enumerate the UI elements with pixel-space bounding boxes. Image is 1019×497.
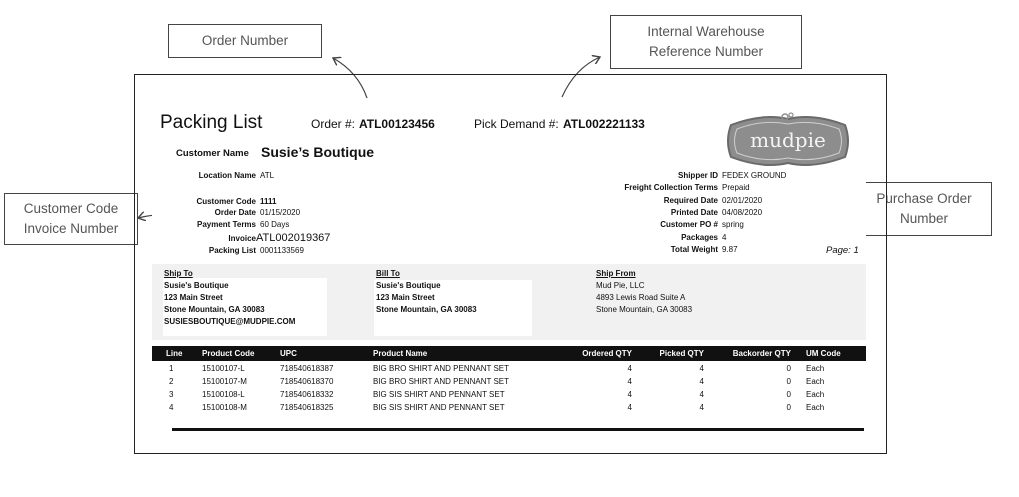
col-upc: UPC [280, 349, 297, 358]
customer-name-label: Customer Name [176, 148, 249, 159]
field-printed-date: Printed Date 04/08/2020 [670, 208, 763, 217]
callout-internal-reference-text: Internal Warehouse Reference Number [647, 24, 765, 59]
col-backorder-qty: Backorder QTY [732, 349, 791, 358]
callout-order-number-text: Order Number [201, 33, 289, 48]
field-customer-po: Customer PO # spring [660, 220, 744, 229]
field-freight-terms: Freight Collection Terms Prepaid [624, 183, 750, 192]
field-payment-terms: Payment Terms 60 Days [197, 220, 290, 229]
pick-demand-value: ATL002221133 [563, 117, 645, 131]
ship-to-block: Ship To Susie's Boutique 123 Main Street Stone Mountain, GA 30083 SUSIESBOUTIQUE@MUDPIE.COM [164, 269, 296, 326]
col-um-code: UM Code [806, 349, 841, 358]
page-number: Page: 1 [826, 245, 859, 256]
bill-to-block: Bill To Susie's Boutique 123 Main Street Stone Mountain, GA 30083 [376, 269, 477, 314]
mudpie-logo [723, 111, 853, 176]
ship-to-heading: Ship To [164, 269, 193, 278]
field-shipper-id: Shipper ID FEDEX GROUND [677, 171, 787, 180]
pick-demand-label: Pick Demand #: [474, 117, 559, 131]
table-row: 4 15100108-M 718540618325 BIG SIS SHIRT AND PENNANT SET 4 4 0 Each [169, 403, 825, 412]
svg-text:mudpie: mudpie [750, 128, 826, 152]
field-packages: Packages 4 [681, 233, 727, 242]
col-line: Line [166, 349, 183, 358]
table-row: 3 15100108-L 718540618332 BIG SIS SHIRT AND PENNANT SET 4 4 0 Each [169, 390, 825, 399]
customer-name-value: Susie’s Boutique [261, 144, 375, 160]
field-invoice: InvoiceATL002019367 [228, 232, 331, 244]
bill-to-heading: Bill To [376, 269, 400, 278]
col-ordered-qty: Ordered QTY [582, 349, 632, 358]
field-packing-list: Packing List 0001133569 [208, 246, 304, 255]
field-order-date: Order Date 01/15/2020 [214, 208, 301, 217]
order-number-label: Order #: [311, 117, 356, 131]
field-customer-code: Customer Code 1111 [196, 197, 277, 206]
col-product-name: Product Name [373, 349, 428, 358]
ship-from-block: Ship From Mud Pie, LLC 4893 Lewis Road Suite A Stone Mountain, GA 30083 [596, 269, 693, 314]
table-row: 2 15100107-M 718540618370 BIG BRO SHIRT AND PENNANT SET 4 4 0 Each [169, 377, 825, 386]
document-title: Packing List [160, 112, 263, 133]
table-row: 1 15100107-L 718540618387 BIG BRO SHIRT AND PENNANT SET 4 4 0 Each [169, 364, 825, 373]
col-picked-qty: Picked QTY [659, 349, 704, 358]
table-bottom-rule [172, 428, 864, 431]
ship-from-heading: Ship From [596, 269, 636, 278]
field-required-date: Required Date 02/01/2020 [663, 196, 763, 205]
col-product-code: Product Code [202, 349, 255, 358]
field-location-name: Location Name ATL [198, 171, 275, 180]
table-header [152, 346, 866, 361]
callout-customer-code-text: Customer Code Invoice Number [23, 201, 119, 236]
order-number-value: ATL00123456 [359, 117, 435, 131]
callout-purchase-order-text: Purchase Order Number [876, 191, 972, 226]
field-total-weight: Total Weight 9.87 [670, 245, 738, 254]
